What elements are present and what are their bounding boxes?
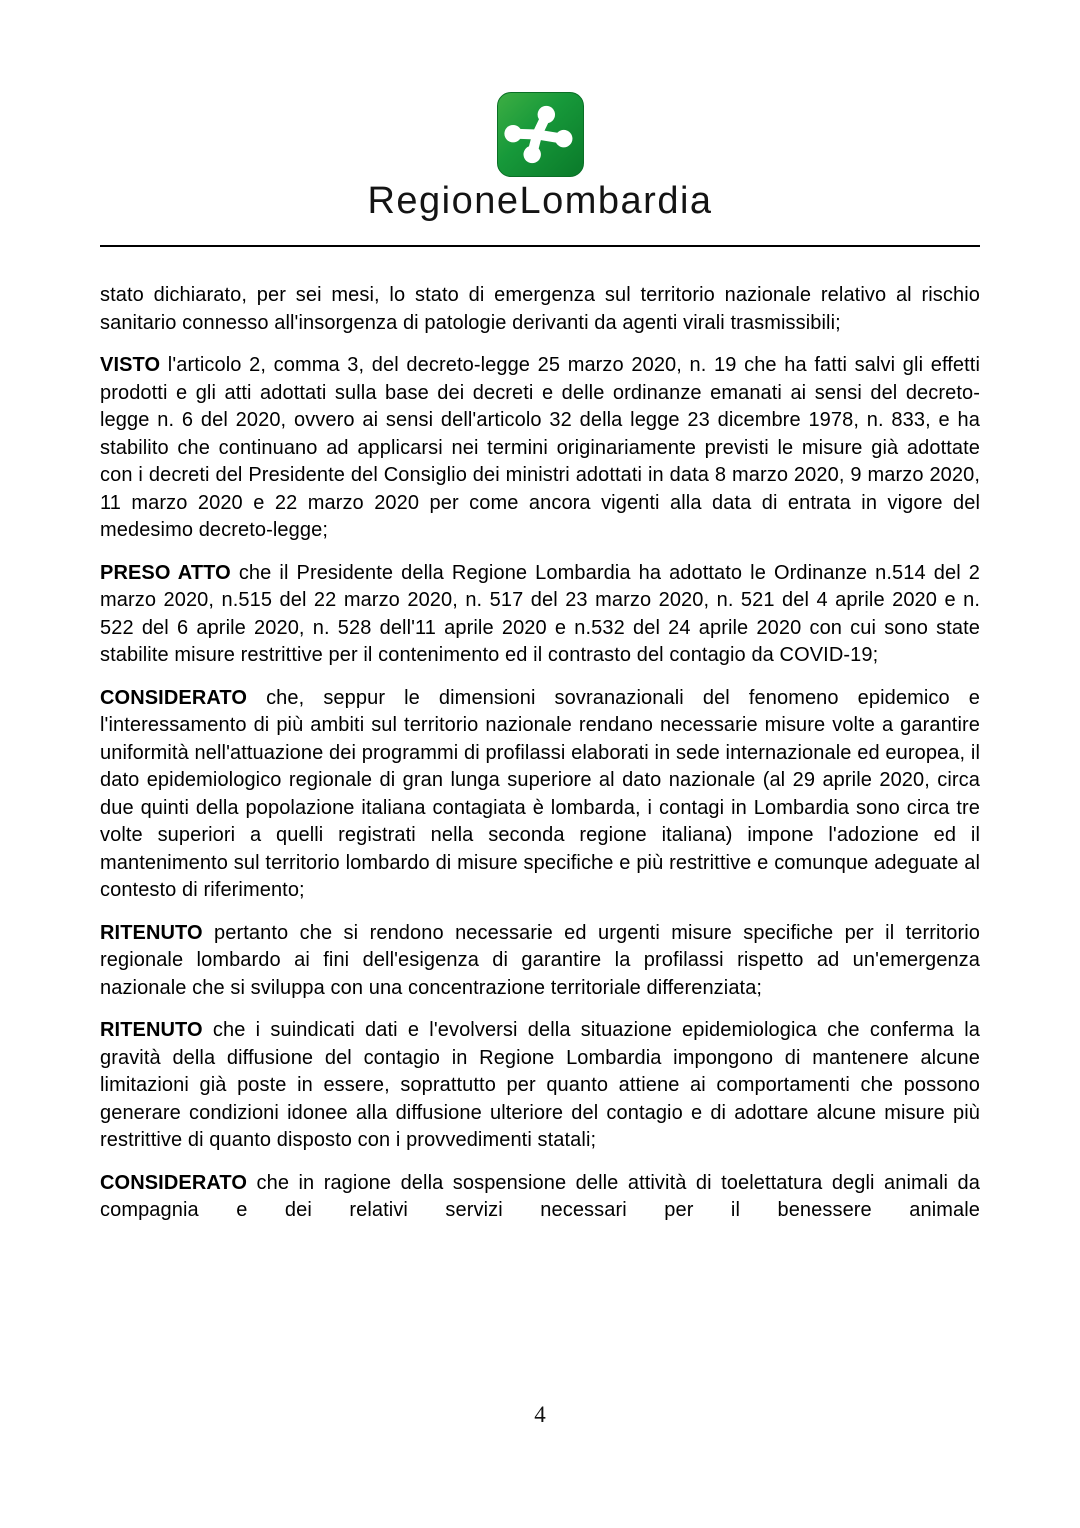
brand-wordmark: RegioneLombardia: [367, 180, 713, 222]
paragraph: [100, 560, 980, 670]
letterhead-divider: [100, 245, 980, 247]
paragraph-lead: RITENUTO: [100, 921, 203, 944]
paragraph: [100, 685, 980, 905]
letterhead: [100, 0, 980, 247]
page-footer: [0, 1402, 1080, 1428]
paragraph-text: che i suindicati dati e l'evolversi della situazione epidemiologica che conferma la gravità della diffusione del contagio in Regione Lombardia impongono di mantenere alcune limitazioni già poste in essere, soprattutto per quanto attiene ai comportamenti che possono generare condizioni idonee alla diffusione ulteriore del contagio e di adottare alcune misure più restrittive di quanto disposto con i provvedimenti statali;: [100, 1019, 980, 1151]
paragraph-lead: CONSIDERATO: [100, 1171, 248, 1194]
paragraph: [100, 1017, 980, 1155]
paragraph: [100, 920, 980, 1003]
paragraph-text: che il Presidente della Regione Lombardia ha adottato le Ordinanze n.514 del 2 marzo 2020, n.515 del 22 marzo 2020, n. 517 del 23 marzo 2020, n. 521 del 4 aprile 2020 e n. 522 del 6 aprile 2020, n. 528 dell'11 aprile 2020 e n.532 del 24 aprile 2020 con cui sono state stabilite misure restrittive per il contenimento ed il contrasto del contagio da COVID-19;: [100, 561, 980, 666]
paragraph: [100, 1170, 980, 1225]
paragraph-text: pertanto che si rendono necessarie ed urgenti misure specifiche per il territorio regionale lombardo ai fini dell'esigenza di garantire la profilassi rispetto ad un'emergenza nazionale che si sviluppa con una concentrazione territoriale differenziata;: [100, 921, 980, 999]
paragraph: [100, 352, 980, 545]
paragraph-text: l'articolo 2, comma 3, del decreto-legge 25 marzo 2020, n. 19 che ha fatti salvi gli effetti prodotti e gli atti adottati sulla base dei decreti e delle ordinanze emanati ai sensi del decreto-legge n. 6 del 2020, ovvero ai sensi dell'articolo 32 della legge 23 dicembre 1978, n. 833, e ha stabilito che continuano ad applicarsi nei termini originariamente previsti le misure già adottate con i decreti del Presidente del Consiglio dei ministri adottati in data 8 marzo 2020, 9 marzo 2020, 11 marzo 2020 e 22 marzo 2020 per come ancora vigenti alla data di entrata in vigore del medesimo decreto-legge;: [100, 354, 980, 541]
document-body: [100, 282, 980, 1225]
paragraph-lead: RITENUTO: [100, 1019, 203, 1041]
paragraph-lead: CONSIDERATO: [100, 686, 248, 709]
rosa-camuna-icon: [497, 92, 584, 177]
regione-lombardia-logo: [100, 92, 980, 223]
paragraph: [100, 282, 980, 337]
paragraph-text: stato dichiarato, per sei mesi, lo stato di emergenza sul territorio nazionale relativo al rischio sanitario connesso all'insorgenza di patologie derivanti da agenti virali trasmissibili;: [100, 284, 980, 334]
paragraph-lead: PRESO ATTO: [100, 561, 231, 584]
paragraph-text: che, seppur le dimensioni sovranazionali del fenomeno epidemico e l'interessamento di più ambiti sul territorio nazionale rendano necessarie misure volte a garantire uniformità nell'attuazione dei programmi di profilassi elaborati in sede internazionale ed europea, il dato epidemiologico regionale di gran lunga superiore al dato nazionale (al 29 aprile 2020, circa due quinti della popolazione italiana contagiata è lombarda, i contagi in Lombardia sono circa tre volte superiori a quelli registrati nella seconda regione italiana) impone l'adozione ed il mantenimento sul territorio lombardo di misure specifiche e più restrittive e comunque adeguate al contesto di riferimento;: [100, 686, 980, 901]
paragraph-lead: VISTO: [100, 354, 161, 376]
paragraph-text: che in ragione della sospensione delle attività di toelettatura degli animali da compagnia e dei relativi servizi necessari per il benessere animale: [100, 1171, 980, 1221]
page-number: 4: [534, 1402, 546, 1427]
